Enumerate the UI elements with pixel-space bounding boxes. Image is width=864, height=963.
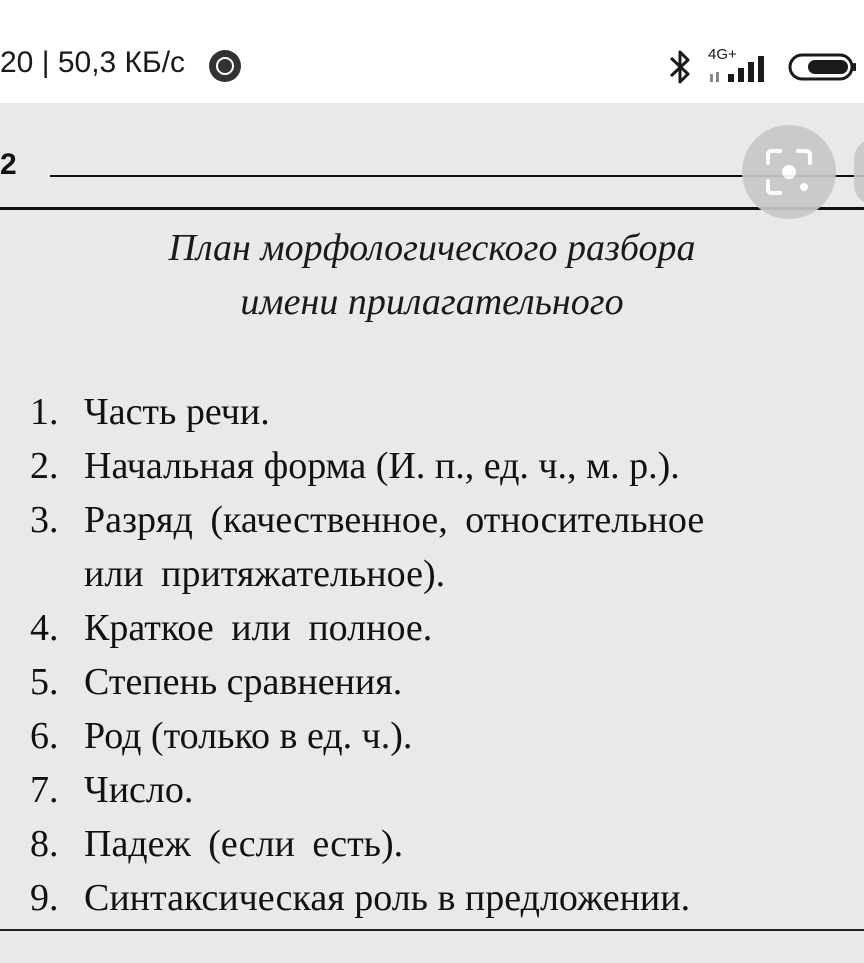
page-heading (0, 221, 864, 329)
battery-icon (788, 52, 858, 82)
item-number: 9. (30, 877, 59, 919)
signal-icon (708, 52, 776, 84)
list-item (0, 871, 864, 925)
app-notification-icon (209, 50, 241, 82)
item-text: Синтаксическая роль в предложении. (84, 877, 691, 919)
footer-rule (0, 929, 864, 931)
item-text: Степень сравнения. (84, 661, 403, 703)
list-item (0, 385, 864, 439)
list-item-continuation (0, 547, 864, 601)
item-text: Часть речи. (84, 391, 270, 433)
list-item (0, 655, 864, 709)
item-number: 6. (30, 715, 59, 757)
status-bar (0, 0, 864, 103)
heading-line-1: План морфологического разбора (168, 227, 696, 269)
list-item (0, 817, 864, 871)
list-item (0, 493, 864, 547)
item-text: Краткое или полное. (84, 607, 433, 649)
lens-search-icon (764, 147, 814, 197)
heading-line-2: имени прилагательного (240, 281, 624, 323)
item-number: 7. (30, 769, 59, 811)
list-item (0, 709, 864, 763)
item-text: Начальная форма (И. п., ед. ч., м. р.). (84, 445, 680, 487)
item-text: или притяжательное). (84, 553, 446, 595)
side-overlay-button[interactable] (854, 139, 864, 205)
item-text: Род (только в ед. ч.). (84, 715, 413, 757)
lens-search-button[interactable] (742, 125, 836, 219)
item-number: 5. (30, 661, 59, 703)
list-item (0, 763, 864, 817)
status-time-speed: 20 | 50,3 КБ/с (0, 46, 186, 79)
header-divider (0, 207, 864, 210)
item-text: Падеж (если есть). (84, 823, 404, 865)
item-number: 3. (30, 499, 59, 541)
bluetooth-icon (668, 48, 694, 86)
item-text: Разряд (качественное, относительное (84, 499, 705, 541)
list-item (0, 601, 864, 655)
analysis-plan-list (0, 385, 864, 925)
network-type-label: 4G+ (708, 46, 737, 63)
page-number: 2 (0, 148, 17, 181)
item-number: 2. (30, 445, 59, 487)
list-item (0, 439, 864, 493)
item-number: 4. (30, 607, 59, 649)
item-text: Число. (84, 769, 194, 811)
item-number: 1. (30, 391, 59, 433)
scanned-page (0, 103, 864, 963)
item-number: 8. (30, 823, 59, 865)
